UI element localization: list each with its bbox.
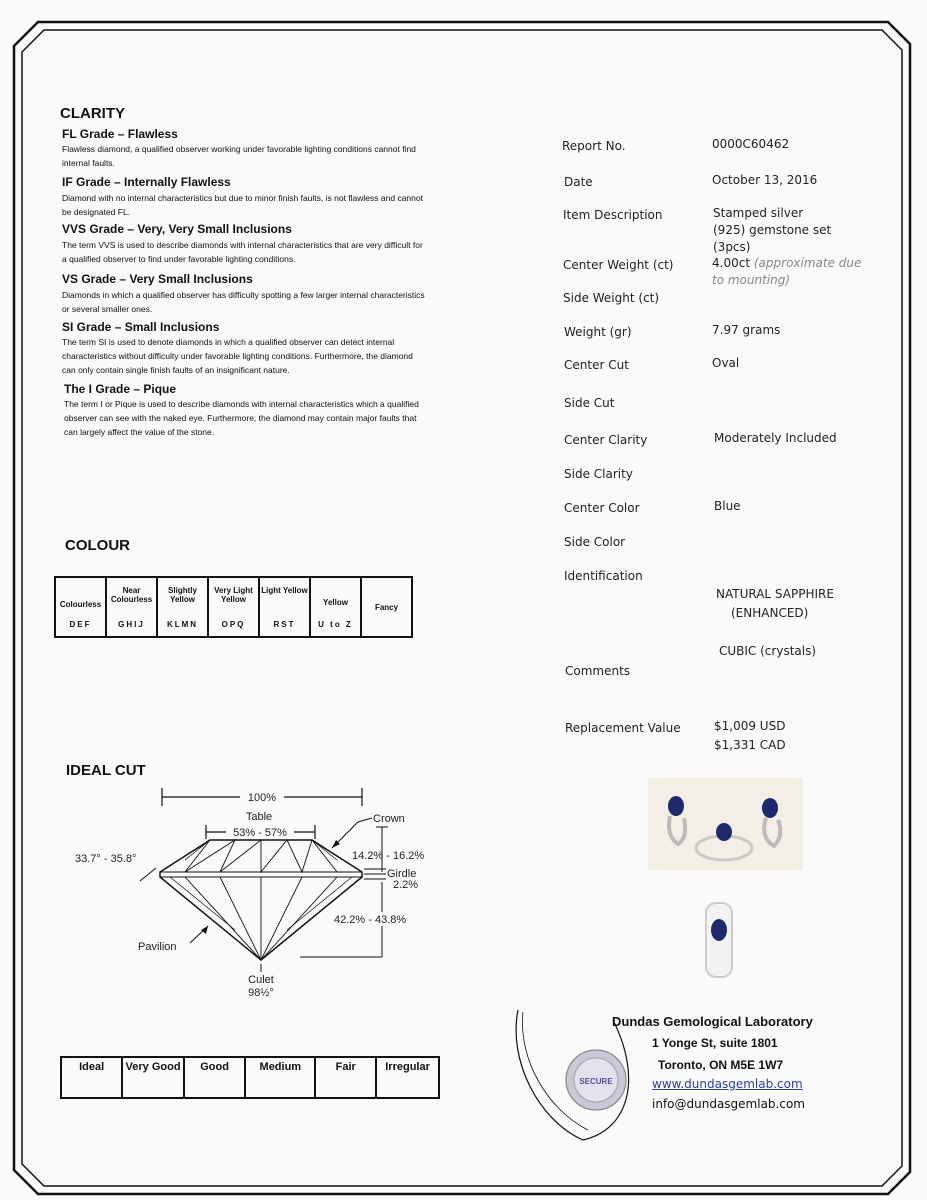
girdle-pct-label: 2.2%	[393, 879, 419, 891]
cut-grade-ideal: Ideal	[61, 1057, 122, 1098]
value-identification-line3: CUBIC (crystals)	[719, 644, 817, 658]
label-side-cut: Side Cut	[564, 396, 615, 410]
label-center-color: Center Color	[564, 501, 640, 515]
cut-grade-fair: Fair	[315, 1057, 376, 1098]
pendant-stone	[711, 919, 727, 941]
value-report-no: 0000C60462	[712, 137, 790, 151]
value-center-weight-note: (approximate due to mounting)	[712, 256, 862, 287]
grade-i-desc: The term I or Pique is used to describe diamonds with internal characteristics which a qualified observer can see with the naked eye. Furthermore, the diamond may contain major faults that can largely affect the value of the stone.	[64, 399, 419, 437]
table-pct-label: 53% - 57%	[233, 827, 287, 839]
ring-stone	[716, 823, 732, 841]
lab-website-link[interactable]: www.dundasgemlab.com	[652, 1077, 803, 1091]
colour-scale-table	[54, 576, 413, 638]
grade-if-title: IF Grade – Internally Flawless	[62, 175, 231, 189]
grade-si-title: SI Grade – Small Inclusions	[62, 320, 220, 334]
value-replacement-usd: $1,009 USD	[714, 719, 786, 733]
value-center-cut: Oval	[712, 356, 740, 370]
colour-cell-very-light-yellow: Very Light Yellow OPQ	[208, 577, 259, 637]
grade-vvs-title: VVS Grade – Very, Very Small Inclusions	[62, 222, 292, 236]
colour-cell-yellow: Yellow U to Z	[310, 577, 361, 637]
label-center-cut: Center Cut	[564, 358, 629, 372]
label-identification: Identification	[564, 569, 643, 583]
grade-vs-title: VS Grade – Very Small Inclusions	[62, 272, 253, 286]
label-item-description: Item Description	[563, 208, 663, 222]
value-weight-gr: 7.97 grams	[712, 323, 781, 337]
label-center-clarity: Center Clarity	[564, 433, 648, 447]
value-center-clarity: Moderately Included	[714, 431, 837, 445]
grade-i-title: The I Grade – Pique	[64, 382, 177, 396]
culet-label: Culet	[248, 974, 274, 986]
table-label: Table	[245, 811, 273, 823]
pavilion-pct-label: 42.2% - 43.8%	[334, 914, 407, 926]
label-side-color: Side Color	[564, 535, 626, 549]
cut-grade-very-good: Very Good	[122, 1057, 184, 1098]
earring-left-stone	[668, 796, 684, 816]
value-center-color: Blue	[714, 499, 741, 513]
width-label: 100%	[247, 792, 277, 804]
label-center-weight: Center Weight (ct)	[563, 258, 674, 272]
grade-fl-title: FL Grade – Flawless	[62, 127, 178, 141]
cut-grade-table	[60, 1056, 440, 1099]
value-date: October 13, 2016	[712, 173, 818, 187]
grade-fl-desc: Flawless diamond, a qualified observer working under favorable lighting conditions cannot find internal faults.	[62, 144, 416, 168]
colour-cell-near-colourless: Near Colourless GHIJ	[106, 577, 157, 637]
earring-right-stone	[762, 798, 778, 818]
ideal-cut-title: IDEAL CUT	[66, 762, 146, 779]
clarity-title: CLARITY	[60, 105, 125, 122]
grade-vvs-desc: The term VVS is used to describe diamonds with internal characteristics that are very difficult for a qualified observer to find under favorable lighting conditions.	[62, 240, 423, 264]
diamond-proportion-diagram	[60, 780, 460, 1005]
lab-name: Dundas Gemological Laboratory	[612, 1014, 813, 1029]
grade-si-desc: The term SI is used to denote diamonds in which a qualified observer can detect internal characteristics without difficulty under favorable lighting conditions. Furthermore, the diamond can only contain single finish faults of an insignificant nature.	[62, 337, 413, 375]
label-report-no: Report No.	[562, 139, 626, 153]
cut-grade-medium: Medium	[245, 1057, 315, 1098]
culet-angle-label: 98½°	[248, 987, 274, 999]
label-date: Date	[564, 175, 593, 189]
colour-cell-slightly-yellow: Slightly Yellow KLMN	[157, 577, 208, 637]
value-center-weight-amount: 4.00ct	[712, 256, 751, 270]
value-center-weight	[712, 255, 872, 289]
label-replacement-value: Replacement Value	[565, 721, 681, 735]
label-side-weight: Side Weight (ct)	[563, 291, 660, 305]
lab-address-line2: Toronto, ON M5E 1W7	[658, 1058, 784, 1072]
label-comments: Comments	[565, 664, 631, 678]
grade-if-desc: Diamond with no internal characteristics but due to minor finish faults, is not flawless and cannot be designated FL.	[62, 193, 423, 217]
svg-text:SECURE: SECURE	[579, 1077, 613, 1086]
lab-email: info@dundasgemlab.com	[652, 1097, 805, 1111]
grade-vs-desc: Diamonds in which a qualified observer has difficulty spotting a few larger internal characteristics or several smaller ones.	[62, 290, 425, 314]
cut-grade-good: Good	[184, 1057, 246, 1098]
value-identification-line2: (ENHANCED)	[731, 606, 809, 620]
colour-cell-light-yellow: Light Yellow RST	[259, 577, 310, 637]
value-item-description: Stamped silver (925) gemstone set (3pcs)	[713, 206, 832, 254]
crown-pct-label: 14.2% - 16.2%	[352, 850, 425, 862]
colour-title: COLOUR	[65, 537, 130, 554]
colour-cell-colourless: Colourless DEF	[55, 577, 106, 637]
lab-address-line1: 1 Yonge St, suite 1801	[652, 1036, 778, 1050]
jewelry-photo	[648, 778, 803, 978]
girdle-label: Girdle	[387, 868, 417, 880]
label-side-clarity: Side Clarity	[564, 467, 633, 481]
colour-cell-fancy: Fancy	[361, 577, 412, 637]
pavilion-label: Pavilion	[138, 941, 177, 953]
crown-angle-label: 33.7° - 35.8°	[75, 853, 137, 865]
value-identification-line1: NATURAL SAPPHIRE	[716, 587, 834, 601]
cut-grade-irregular: Irregular	[376, 1057, 439, 1098]
crown-label: Crown	[373, 813, 405, 825]
value-replacement-cad: $1,331 CAD	[714, 738, 786, 752]
label-weight-gr: Weight (gr)	[564, 325, 632, 339]
